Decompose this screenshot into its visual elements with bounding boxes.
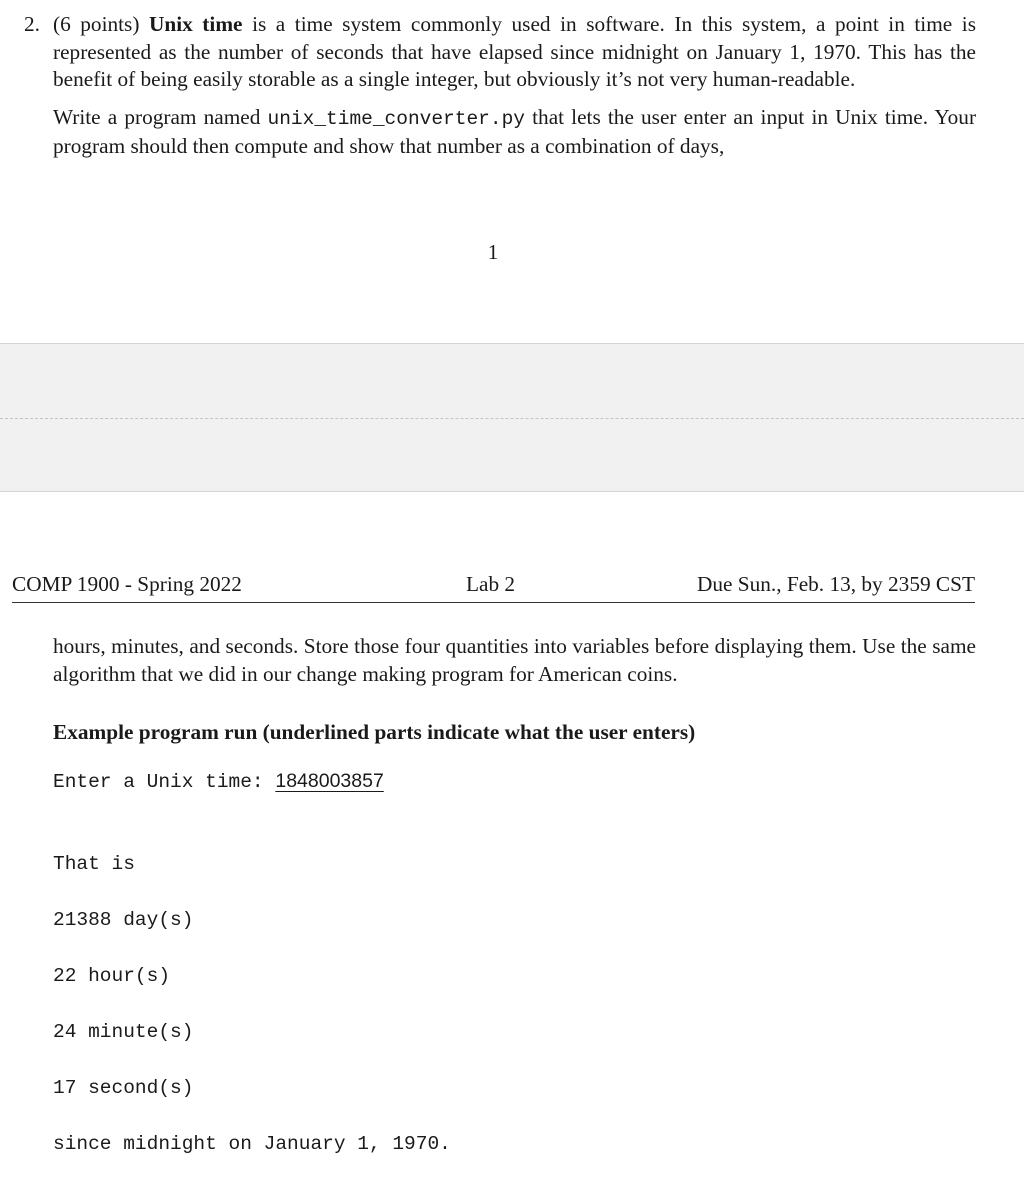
problem-points: (6 points) [53, 12, 140, 36]
example-user-input: 1848003857 [275, 770, 384, 792]
output-line: 17 second(s) [53, 1077, 194, 1099]
page-break-divider [0, 418, 1024, 419]
header-course: COMP 1900 - Spring 2022 [12, 572, 242, 596]
output-line: 22 hour(s) [53, 965, 171, 987]
problem-paragraph-1 [53, 11, 976, 94]
example-heading: Example program run (underlined parts indicate what the user enters) [53, 720, 696, 744]
paragraph-2-text: that lets the user enter an input in Unix time. Your program should then compute and show that number as a combination of days, [53, 104, 977, 158]
problem-number: 2. [24, 12, 40, 36]
example-prompt-line [53, 767, 384, 796]
page-1-bottom [0, 0, 1024, 343]
output-line: since midnight on January 1, 1970. [53, 1133, 451, 1155]
page-header [12, 572, 975, 603]
header-due-date: Due Sun., Feb. 13, by 2359 CST [696, 572, 975, 596]
example-prompt: Enter a Unix time: [53, 771, 276, 793]
problem-paragraph-2 [53, 104, 976, 161]
example-output [53, 822, 451, 1186]
output-line: 21388 day(s) [53, 909, 194, 931]
output-line: That is [53, 853, 135, 875]
continuation-paragraph: hours, minutes, and seconds. Store those four quantities into variables before displaying them. Use the same algorithm that we did in our change making program for American coins. [53, 634, 976, 686]
problem-term: Unix time [148, 12, 243, 36]
page-number: 1 [487, 240, 499, 264]
paragraph-2-lead: Write a program named [53, 104, 261, 129]
header-lab: Lab 2 [466, 572, 516, 596]
problem-body [53, 11, 976, 161]
problem-2 [24, 11, 976, 171]
program-filename: unix_time_converter.py [267, 107, 525, 130]
problem-paragraph-1-text: is a time system commonly used in software. In this system, a point in time is represented as the number of seconds that have elapsed since midnight on January 1, 1970. This has the benefit of being easily storable as a single integer, but obviously it’s not very human-readable. [53, 12, 976, 91]
output-line: 24 minute(s) [53, 1021, 194, 1043]
page-break-gap [0, 343, 1024, 492]
